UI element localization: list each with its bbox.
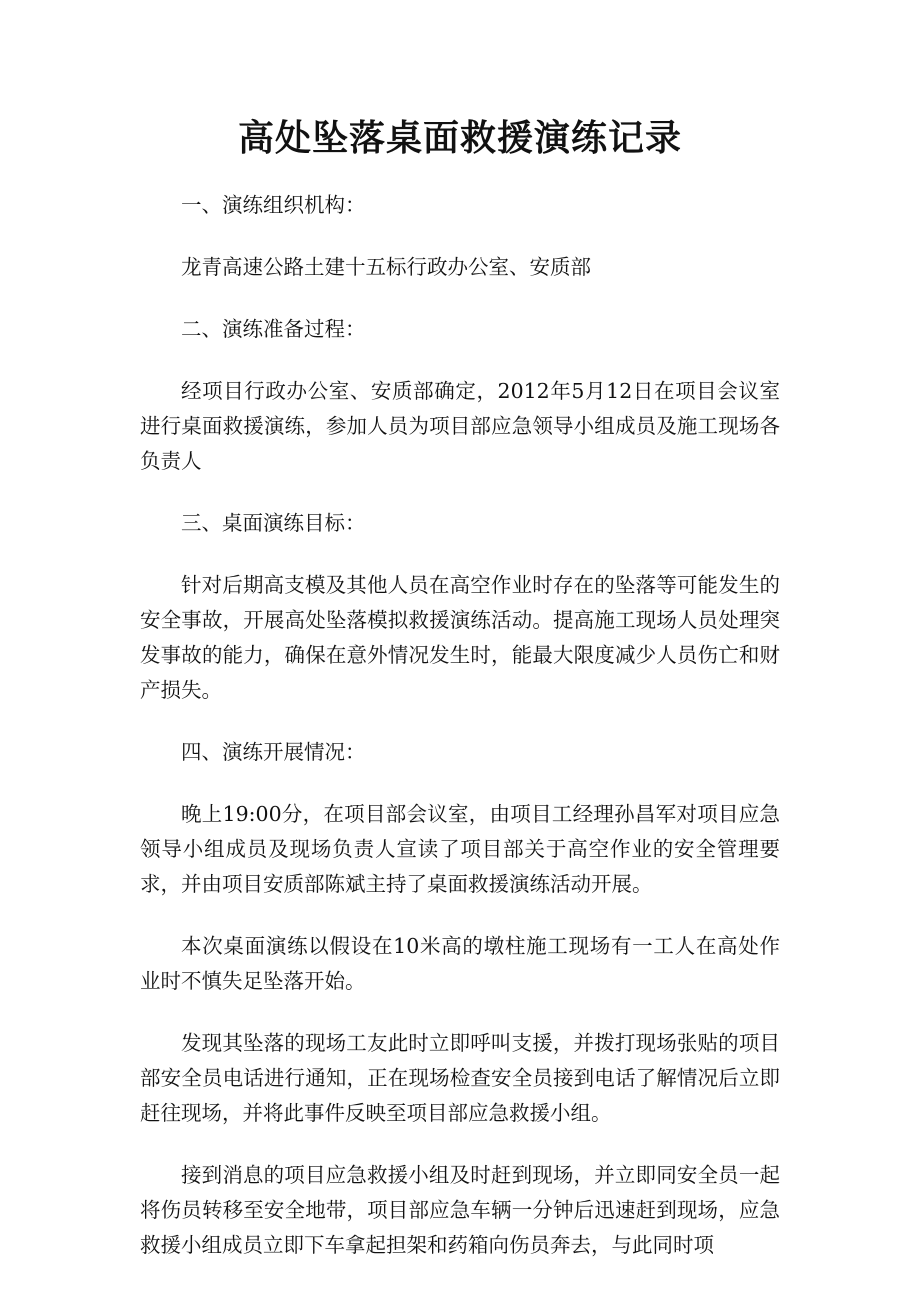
- paragraph-objectives: 针对后期高支模及其他人员在高空作业时存在的坠落等可能发生的安全事故，开展高处坠落模拟救援演练活动。提高施工现场人员处理突发事故的能力，确保在意外情况发生时，能最大限度减少人员伤亡和财产损失。: [140, 573, 780, 702]
- paragraph-progress-4: 接到消息的项目应急救援小组及时赶到现场，并立即同安全员一起将伤员转移至安全地带，项目部应急车辆一分钟后迅速赶到现场，应急救援小组成员立即下车拿起担架和药箱向伤员奔去，与此同时项: [140, 1163, 780, 1257]
- paragraph-progress-3: 发现其坠落的现场工友此时立即呼叫支援，并拨打现场张贴的项目部安全员电话进行通知，正在现场检查安全员接到电话了解情况后立即赶往现场，并将此事件反映至项目部应急救援小组。: [140, 1031, 780, 1125]
- section-heading-preparation: 二、演练准备过程：: [181, 317, 366, 341]
- paragraph-progress-2: 本次桌面演练以假设在10米高的墩柱施工现场有一工人在高处作业时不慎失足坠落开始。: [140, 934, 780, 993]
- section-heading-progress: 四、演练开展情况：: [181, 740, 366, 764]
- section-heading-organization: 一、演练组织机构：: [181, 193, 366, 217]
- paragraph-organization: 龙青高速公路土建十五标行政办公室、安质部: [181, 255, 591, 279]
- document-title: 高处坠落桌面救援演练记录: [237, 117, 682, 159]
- paragraph-progress-1: 晚上19:00分，在项目部会议室，由项目工经理孙昌军对项目应急领导小组成员及现场负责人宣读了项目部关于高空作业的安全管理要求，并由项目安质部陈斌主持了桌面救援演练活动开展。: [140, 802, 780, 896]
- document-body: [140, 188, 780, 1290]
- paragraph-preparation: 经项目行政办公室、安质部确定，2012年5月12日在项目会议室进行桌面救援演练，参加人员为项目部应急领导小组成员及施工现场各负责人: [140, 379, 780, 473]
- section-heading-objectives: 三、桌面演练目标：: [181, 511, 366, 535]
